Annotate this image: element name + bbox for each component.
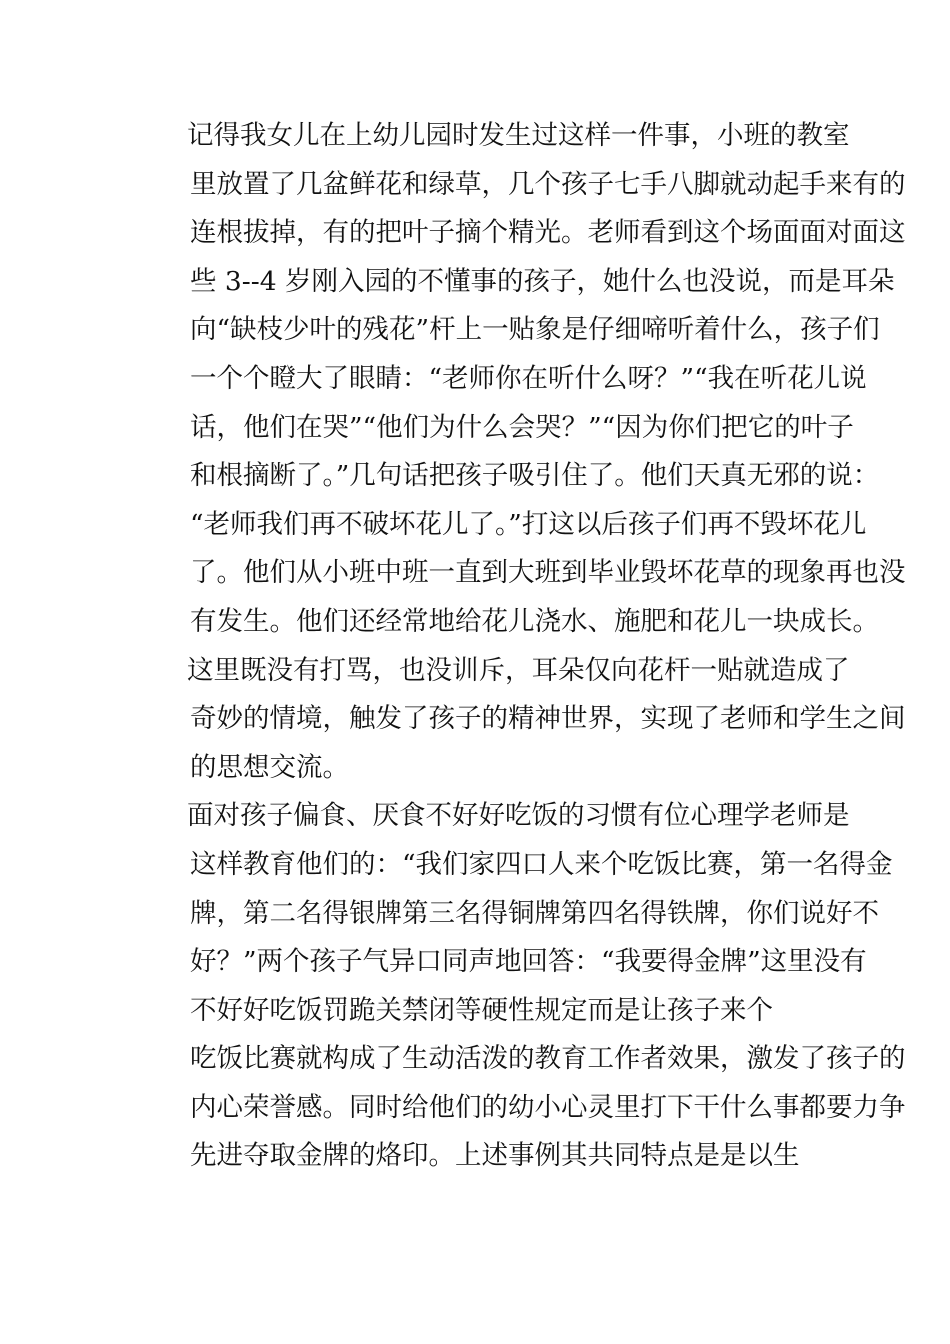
- document-body: [137, 112, 906, 1181]
- text-line: 的思想交流。: [190, 751, 349, 783]
- text-line: 面对孩子偏食、厌食不好好吃饭的习惯有位心理学老师是: [187, 800, 850, 832]
- text-line: 好？”两个孩子气异口同声地回答：“我要得金牌”这里没有: [190, 946, 867, 978]
- paragraph-2: [137, 647, 906, 793]
- text-line: 内心荣誉感。同时给他们的幼小心灵里打下干什么事都要力争: [190, 1091, 906, 1123]
- text-line: 向“缺枝少叶的残花”杆上一贴象是仔细啼听着什么，孩子们: [190, 314, 880, 346]
- text-line: 这样教育他们的：“我们家四口人来个吃饭比赛，第一名得金: [190, 848, 893, 880]
- text-line: 些 3--4 岁刚入园的不懂事的孩子，她什么也没说，而是耳朵: [190, 265, 895, 297]
- paragraph-4: [137, 1035, 906, 1181]
- text-line: 有发生。他们还经常地给花儿浇水、施肥和花儿一块成长。: [190, 605, 879, 637]
- text-line: 里放置了几盆鲜花和绿草，几个孩子七手八脚就动起手来有的: [190, 168, 906, 200]
- paragraph-1: [137, 112, 906, 647]
- text-line: 这里既没有打骂，也没训斥，耳朵仅向花杆一贴就造成了: [187, 654, 850, 686]
- text-line: 牌，第二名得银牌第三名得铜牌第四名得铁牌，你们说好不: [190, 897, 879, 929]
- paragraph-3: [137, 792, 893, 1035]
- text-line: 吃饭比赛就构成了生动活泼的教育工作者效果，激发了孩子的: [190, 1043, 906, 1075]
- text-line: 了。他们从小班中班一直到大班到毕业毁坏花草的现象再也没: [190, 557, 906, 589]
- text-line: 不好好吃饭罚跪关禁闭等硬性规定而是让孩子来个: [190, 994, 773, 1026]
- text-line: “老师我们再不破坏花儿了。”打这以后孩子们再不毁坏花儿: [190, 508, 867, 540]
- text-line: 和根摘断了。”几句话把孩子吸引住了。他们天真无邪的说：: [190, 460, 880, 492]
- text-line: 话，他们在哭”“他们为什么会哭？”“因为你们把它的叶子: [190, 411, 854, 443]
- text-line: 连根拔掉，有的把叶子摘个精光。老师看到这个场面面对面这: [190, 217, 906, 249]
- text-line: 奇妙的情境，触发了孩子的精神世界，实现了老师和学生之间: [190, 703, 906, 735]
- text-line: 记得我女儿在上幼儿园时发生过这样一件事，小班的教室: [187, 120, 850, 151]
- text-line: 先进夺取金牌的烙印。上述事例其共同特点是是以生: [190, 1140, 800, 1172]
- text-line: 一个个瞪大了眼睛：“老师你在听什么呀？”“我在听花儿说: [190, 362, 867, 394]
